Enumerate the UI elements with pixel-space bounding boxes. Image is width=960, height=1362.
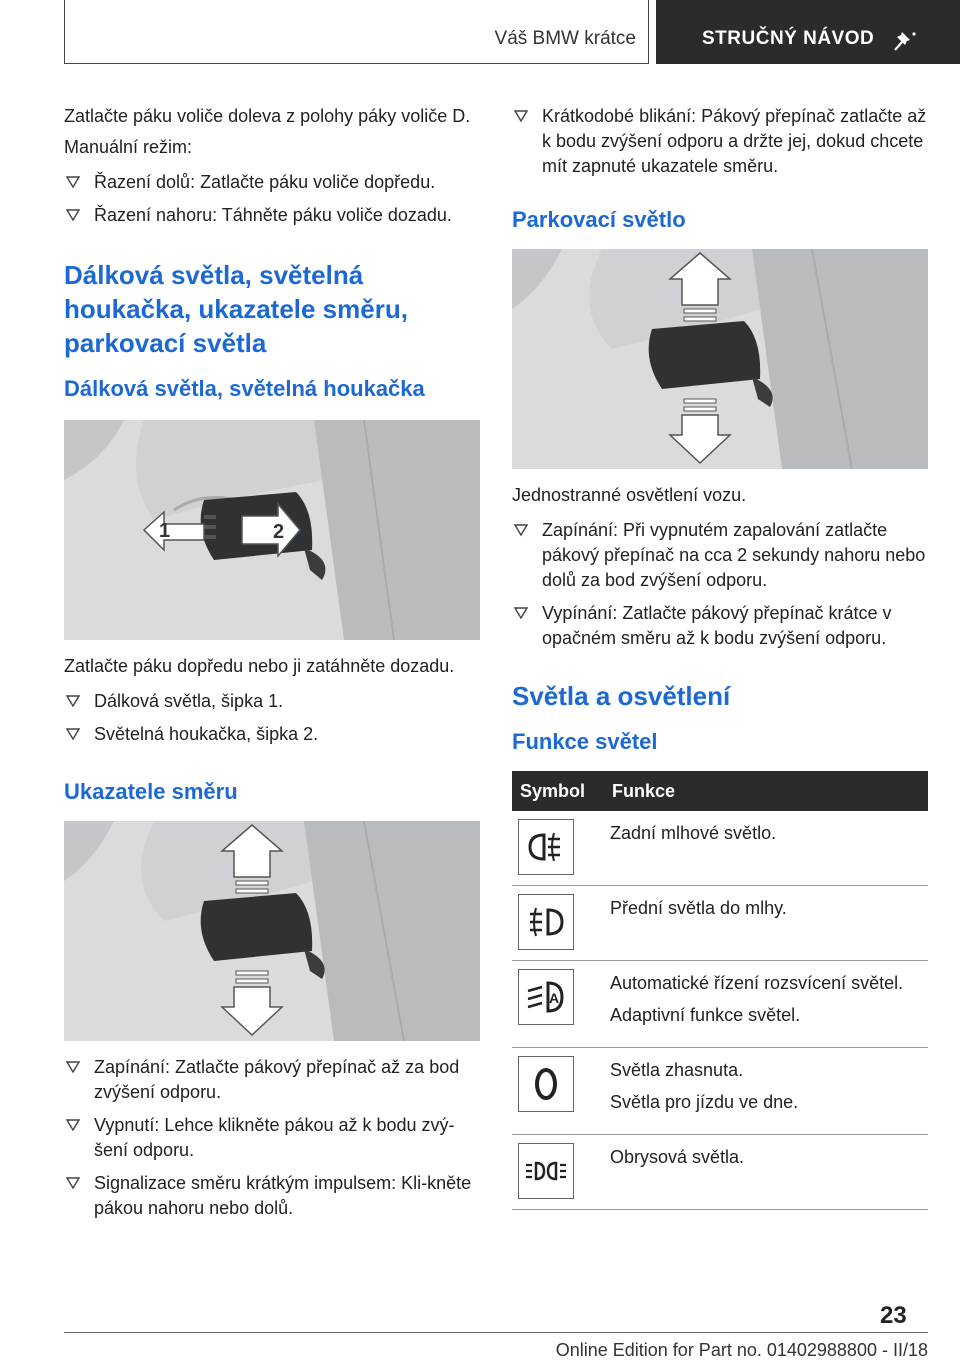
- lights-off-icon: [518, 1056, 574, 1112]
- parking-lights-icon: [518, 1143, 574, 1199]
- list-item: [64, 1055, 480, 1105]
- header-tab-label: STRUČNÝ NÁVOD: [702, 28, 875, 49]
- manual-mode-list: [64, 170, 480, 228]
- function-text: Přední světla do mlhy.: [610, 898, 787, 918]
- manual-mode-label: Manuální režim:: [64, 137, 193, 157]
- header-rule: [64, 63, 648, 64]
- function-text: Adaptivní funkce světel.: [610, 1005, 801, 1025]
- list-item-text: Zapínání: Při vypnutém zapalování zatlačte pákový přepínač na cca 2 sekundy nahoru nebo dolů za bod zvýšení odporu.: [542, 520, 926, 590]
- right-column: [512, 104, 928, 1210]
- triangle-bullet-icon: [66, 727, 80, 741]
- list-item-text: Světelná houkačka, šipka 2.: [94, 724, 319, 744]
- svg-text:A: A: [549, 990, 560, 1006]
- triangle-bullet-icon: [66, 694, 80, 708]
- pin-icon: [894, 30, 918, 52]
- function-text: Světla zhasnuta.: [610, 1060, 744, 1080]
- list-item-text: Krátkodobé blikání: Pákový přepínač zatlačte až k bodu zvýšení odporu a držte jej, dokud chcete mít zapnuté ukazatele směru.: [542, 106, 927, 176]
- tap-signal-list: [512, 104, 928, 179]
- triangle-bullet-icon: [66, 1060, 80, 1074]
- auto-headlight-icon: [518, 969, 574, 1025]
- rear-fog-light-icon: [518, 819, 574, 875]
- triangle-bullet-icon: [66, 1176, 80, 1190]
- page-number: 23: [880, 1302, 907, 1329]
- lever-illustration: [64, 821, 480, 1041]
- arrow-label-1: 1: [159, 520, 171, 542]
- triangle-bullet-icon: [514, 606, 528, 620]
- list-item: [64, 689, 480, 714]
- triangle-bullet-icon: [514, 109, 528, 123]
- subheading-turn-signals: Ukazatele směru: [64, 779, 238, 804]
- list-item-text: Řazení nahoru: Táhněte páku voliče dozadu.: [94, 205, 452, 225]
- function-text: Obrysová světla.: [610, 1147, 745, 1167]
- list-item-text: Dálková světla, šipka 1.: [94, 691, 284, 711]
- list-item-text: Signalizace směru krátkým impulsem: Kli-kněte pákou nahoru nebo dolů.: [94, 1173, 472, 1218]
- subheading-high-beam: Dálková světla, světelná houkačka: [64, 376, 425, 401]
- edition-info: Online Edition for Part no. 01402988800 - II/18: [555, 1340, 928, 1360]
- header-divider-right: [648, 0, 649, 64]
- high-beam-list: [64, 689, 480, 747]
- list-item: [64, 722, 480, 747]
- column-header-function: Funkce: [604, 771, 928, 811]
- triangle-bullet-icon: [66, 208, 80, 222]
- function-text: Zadní mlhové světlo.: [610, 823, 777, 843]
- list-item: [64, 203, 480, 228]
- list-item-text: Vypnutí: Lehce klikněte pákou až k bodu zvý-šení odporu.: [94, 1115, 455, 1160]
- table-row: [512, 1048, 928, 1135]
- high-beam-lever-figure: [64, 420, 480, 640]
- header-divider-left: [64, 0, 65, 64]
- triangle-bullet-icon: [514, 523, 528, 537]
- front-fog-light-icon: [518, 894, 574, 950]
- list-item: [64, 170, 480, 195]
- arrow-label-2: 2: [273, 521, 285, 543]
- list-item: [512, 104, 928, 179]
- subheading-light-functions: Funkce světel: [512, 729, 658, 754]
- section-heading-lights: Dálková světla, světelná houkačka, ukazatele směru, parkovací světla: [64, 260, 408, 358]
- lever-illustration: [512, 249, 928, 469]
- table-row: [512, 886, 928, 961]
- table-row: [512, 811, 928, 886]
- table-row: [512, 1135, 928, 1210]
- turn-signal-lever-figure: [64, 821, 480, 1041]
- footer-rule: [64, 1332, 928, 1333]
- light-functions-table: [512, 771, 928, 1210]
- triangle-bullet-icon: [66, 1118, 80, 1132]
- header-tab[interactable]: [656, 0, 960, 64]
- turn-signal-list: [64, 1055, 480, 1221]
- list-item-text: Zapínání: Zatlačte pákový přepínač až za bod zvýšení odporu.: [94, 1057, 460, 1102]
- lever-illustration: [64, 420, 480, 640]
- function-text: Světla pro jízdu ve dne.: [610, 1092, 799, 1112]
- header-section-title[interactable]: Váš BMW krátce: [494, 28, 636, 49]
- left-column: [64, 104, 480, 1229]
- function-text: Automatické řízení rozsvícení světel.: [610, 973, 904, 993]
- list-item: [64, 1171, 480, 1221]
- parking-light-description: Jednostranné osvětlení vozu.: [512, 485, 747, 505]
- list-item-text: Vypínání: Zatlačte pákový přepínač krátce v opačném směru až k bodu zvýšení odporu.: [542, 603, 892, 648]
- list-item: [64, 1113, 480, 1163]
- parking-light-list: [512, 518, 928, 651]
- intro-paragraph: Zatlačte páku voliče doleva z polohy páky voliče D.: [64, 106, 471, 126]
- high-beam-instruction: Zatlačte páku dopředu nebo ji zatáhněte dozadu.: [64, 656, 455, 676]
- table-row: [512, 961, 928, 1048]
- section-heading-lights-illumination: Světla a osvětlení: [512, 681, 731, 711]
- parking-light-lever-figure: [512, 249, 928, 469]
- list-item: [512, 601, 928, 651]
- list-item-text: Řazení dolů: Zatlačte páku voliče dopředu.: [94, 172, 436, 192]
- list-item: [512, 518, 928, 593]
- column-header-symbol: Symbol: [512, 771, 604, 811]
- subheading-parking-light: Parkovací světlo: [512, 207, 686, 232]
- triangle-bullet-icon: [66, 175, 80, 189]
